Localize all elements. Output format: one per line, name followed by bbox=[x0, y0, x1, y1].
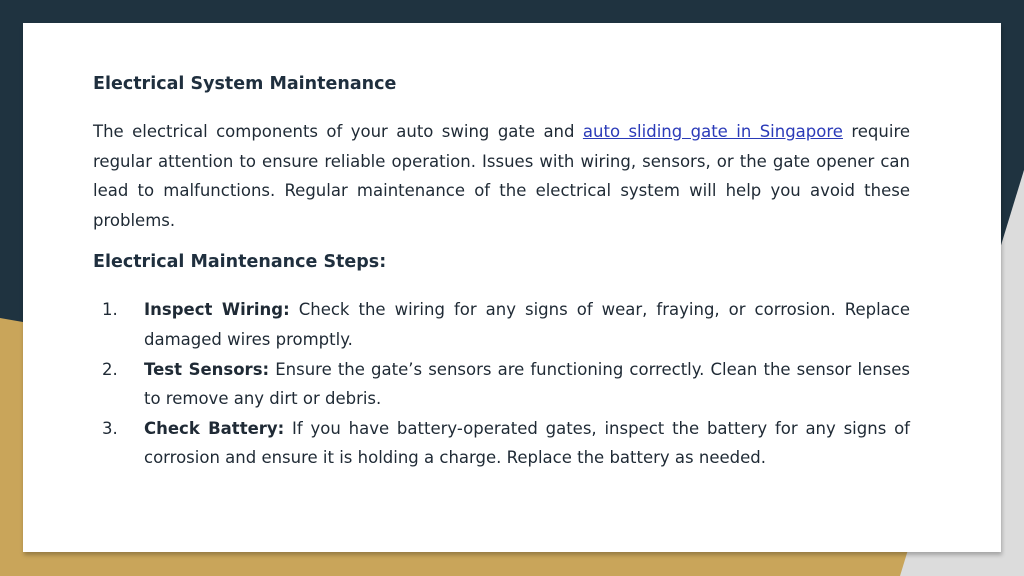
intro-text-before-link: The electrical components of your auto swing gate and bbox=[93, 122, 583, 141]
slide-card bbox=[23, 23, 1001, 552]
step-item-test-sensors bbox=[93, 355, 910, 414]
step-number: 2. bbox=[102, 359, 118, 379]
slide-content bbox=[93, 71, 910, 473]
steps-list bbox=[93, 295, 910, 473]
step-title: Check Battery: bbox=[144, 418, 285, 438]
section-heading: Electrical System Maintenance bbox=[93, 74, 397, 94]
step-text: If you have battery-operated gates, inspect the battery for any signs of corrosion and ensure it is holding a charge. Replace the battery as needed. bbox=[144, 418, 910, 468]
intro-paragraph bbox=[93, 117, 910, 235]
step-number: 3. bbox=[102, 418, 118, 438]
step-text: Check the wiring for any signs of wear, fraying, or corrosion. Replace damaged wires promptly. bbox=[144, 300, 910, 349]
step-item-inspect-wiring bbox=[93, 295, 910, 354]
step-number: 1. bbox=[102, 300, 118, 320]
singapore-gate-link[interactable]: auto sliding gate in Singapore bbox=[582, 122, 843, 141]
intro-text-after-link: require regular attention to ensure reliable operation. Issues with wiring, sensors, or the gate opener can lead to malfunctions. Regular maintenance of the electrical system will help you avoid these problems. bbox=[93, 122, 911, 230]
step-text: Ensure the gate’s sensors are functioning correctly. Clean the sensor lenses to remove any dirt or debris. bbox=[144, 359, 910, 409]
step-item-check-battery bbox=[93, 414, 910, 473]
steps-heading: Electrical Maintenance Steps: bbox=[93, 252, 387, 273]
step-title: Test Sensors: bbox=[144, 359, 270, 379]
step-title: Inspect Wiring: bbox=[144, 300, 290, 320]
